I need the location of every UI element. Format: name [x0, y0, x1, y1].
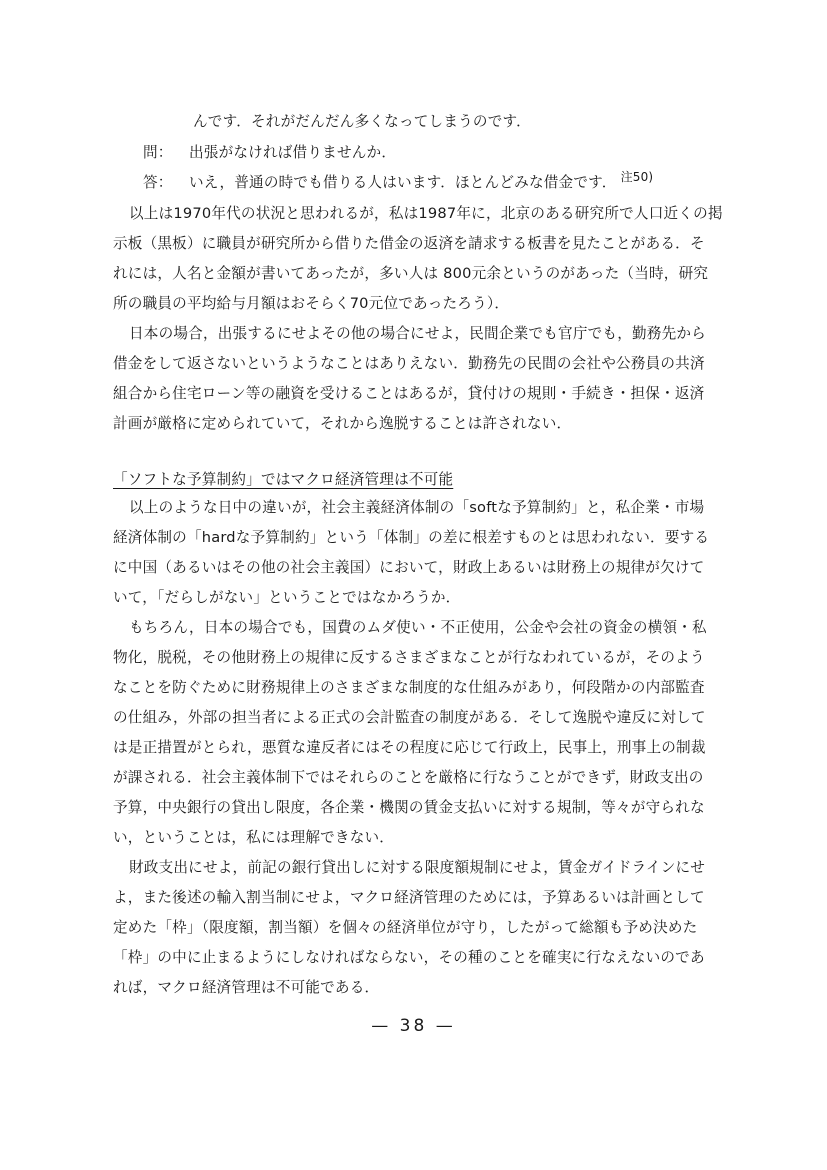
answer-label: 答：: [143, 174, 173, 191]
paragraph-line: い，ということは，私には理解できない．: [113, 829, 395, 846]
paragraph-line: 計画が厳格に定められていて，それから逸脱することは許されない．: [113, 415, 572, 432]
paragraph-line: が課される．社会主義体制下ではそれらのことを厳格に行なうことができず，財政支出の: [113, 769, 704, 786]
paragraph-line: 予算，中央銀行の貸出し限度，各企業・機関の賃金支払いに対する規制，等々が守られな: [113, 799, 705, 816]
paragraph-line: 「枠」の中に止まるようにしなければならない，その種のことを確実に行なえないのであ: [113, 949, 705, 966]
paragraph-line: もちろん，日本の場合でも，国費のムダ使い・不正使用，公金や会社の資金の横領・私: [129, 619, 707, 636]
paragraph-line: 物化，脱税，その他財務上の規律に反するさまざまなことが行なわれているが，そのよう: [113, 649, 705, 666]
paragraph-line: いて，「だらしがない」ということではなかろうか．: [113, 589, 461, 606]
dialog-question: [143, 143, 743, 163]
paragraph-line: 以上のような日中の違いが，社会主義経済体制の「softな予算制約」と，私企業・市場: [129, 499, 705, 516]
footnote-reference: 注50): [620, 170, 654, 184]
question-label: 問：: [143, 144, 173, 161]
paragraph-line: なことを防ぐために財務規律上のさまざまな制度的な仕組みがあり，何段階かの内部監査: [113, 679, 705, 696]
paragraph-line: れば，マクロ経済管理は不可能である．: [113, 979, 380, 996]
dialog-answer: [143, 170, 743, 193]
dialog-continuation: んです．それがだんだん多くなってしまうのです．: [193, 113, 531, 130]
paragraph-line: よ，また後述の輸入割当制にせよ，マクロ経済管理のためには，予算あるいは計画として: [113, 889, 705, 906]
paragraph-line: 所の職員の平均給与月額はおそらく70元位であったろう）．: [113, 295, 510, 312]
paragraph-line: に中国（あるいはその他の社会主義国）において，財政上あるいは財務上の規律が欠けて: [113, 559, 705, 576]
paragraph-line: 日本の場合，出張するにせよその他の場合にせよ，民間企業でも官庁でも，勤務先から: [129, 325, 706, 342]
paragraph-line: れには，人名と金額が書いてあったが，多い人は 800元余というのがあった（当時，研究: [113, 265, 709, 282]
paragraph-line: 定めた「枠」（限度額，割当額）を個々の経済単位が守り，したがって総額も予め決めた: [113, 919, 698, 936]
paragraph-line: 以上は1970年代の状況と思われるが，私は1987年に，北京のある研究所で人口近くの掲: [129, 205, 723, 222]
paragraph-line: 示板（黒板）に職員が研究所から借りた借金の返済を請求する板書を見たことがある．そ: [113, 235, 705, 252]
paragraph-line: の仕組み，外部の担当者による正式の会計監査の制度がある．そして逸脱や違反に対して: [113, 709, 706, 726]
paragraph-line: 経済体制の「hardな予算制約」という「体制」の差に根差すものとは思われない．要する: [113, 529, 710, 546]
question-text: 出張がなければ借りませんか．: [189, 144, 397, 161]
section-heading: 「ソフトな予算制約」ではマクロ経済管理は不可能: [113, 471, 454, 488]
paragraph-line: 組合から住宅ローン等の融資を受けることはあるが，貸付けの規則・手続き・担保・返済: [113, 385, 705, 402]
answer-text: いえ，普通の時でも借りる人はいます．ほとんどみな借金です．: [189, 174, 617, 191]
paragraph-line: は是正措置がとられ，悪質な違反者にはその程度に応じて行政上，民事上，刑事上の制裁: [113, 739, 706, 756]
paragraph-line: 借金をして返さないというようなことはありえない．勤務先の民間の会社や公務員の共済: [113, 355, 705, 372]
paragraph-line: 財政支出にせよ，前記の銀行貸出しに対する限度額規制にせよ，賃金ガイドラインにせ: [129, 859, 706, 876]
page-number: — 38 —: [371, 1016, 456, 1036]
